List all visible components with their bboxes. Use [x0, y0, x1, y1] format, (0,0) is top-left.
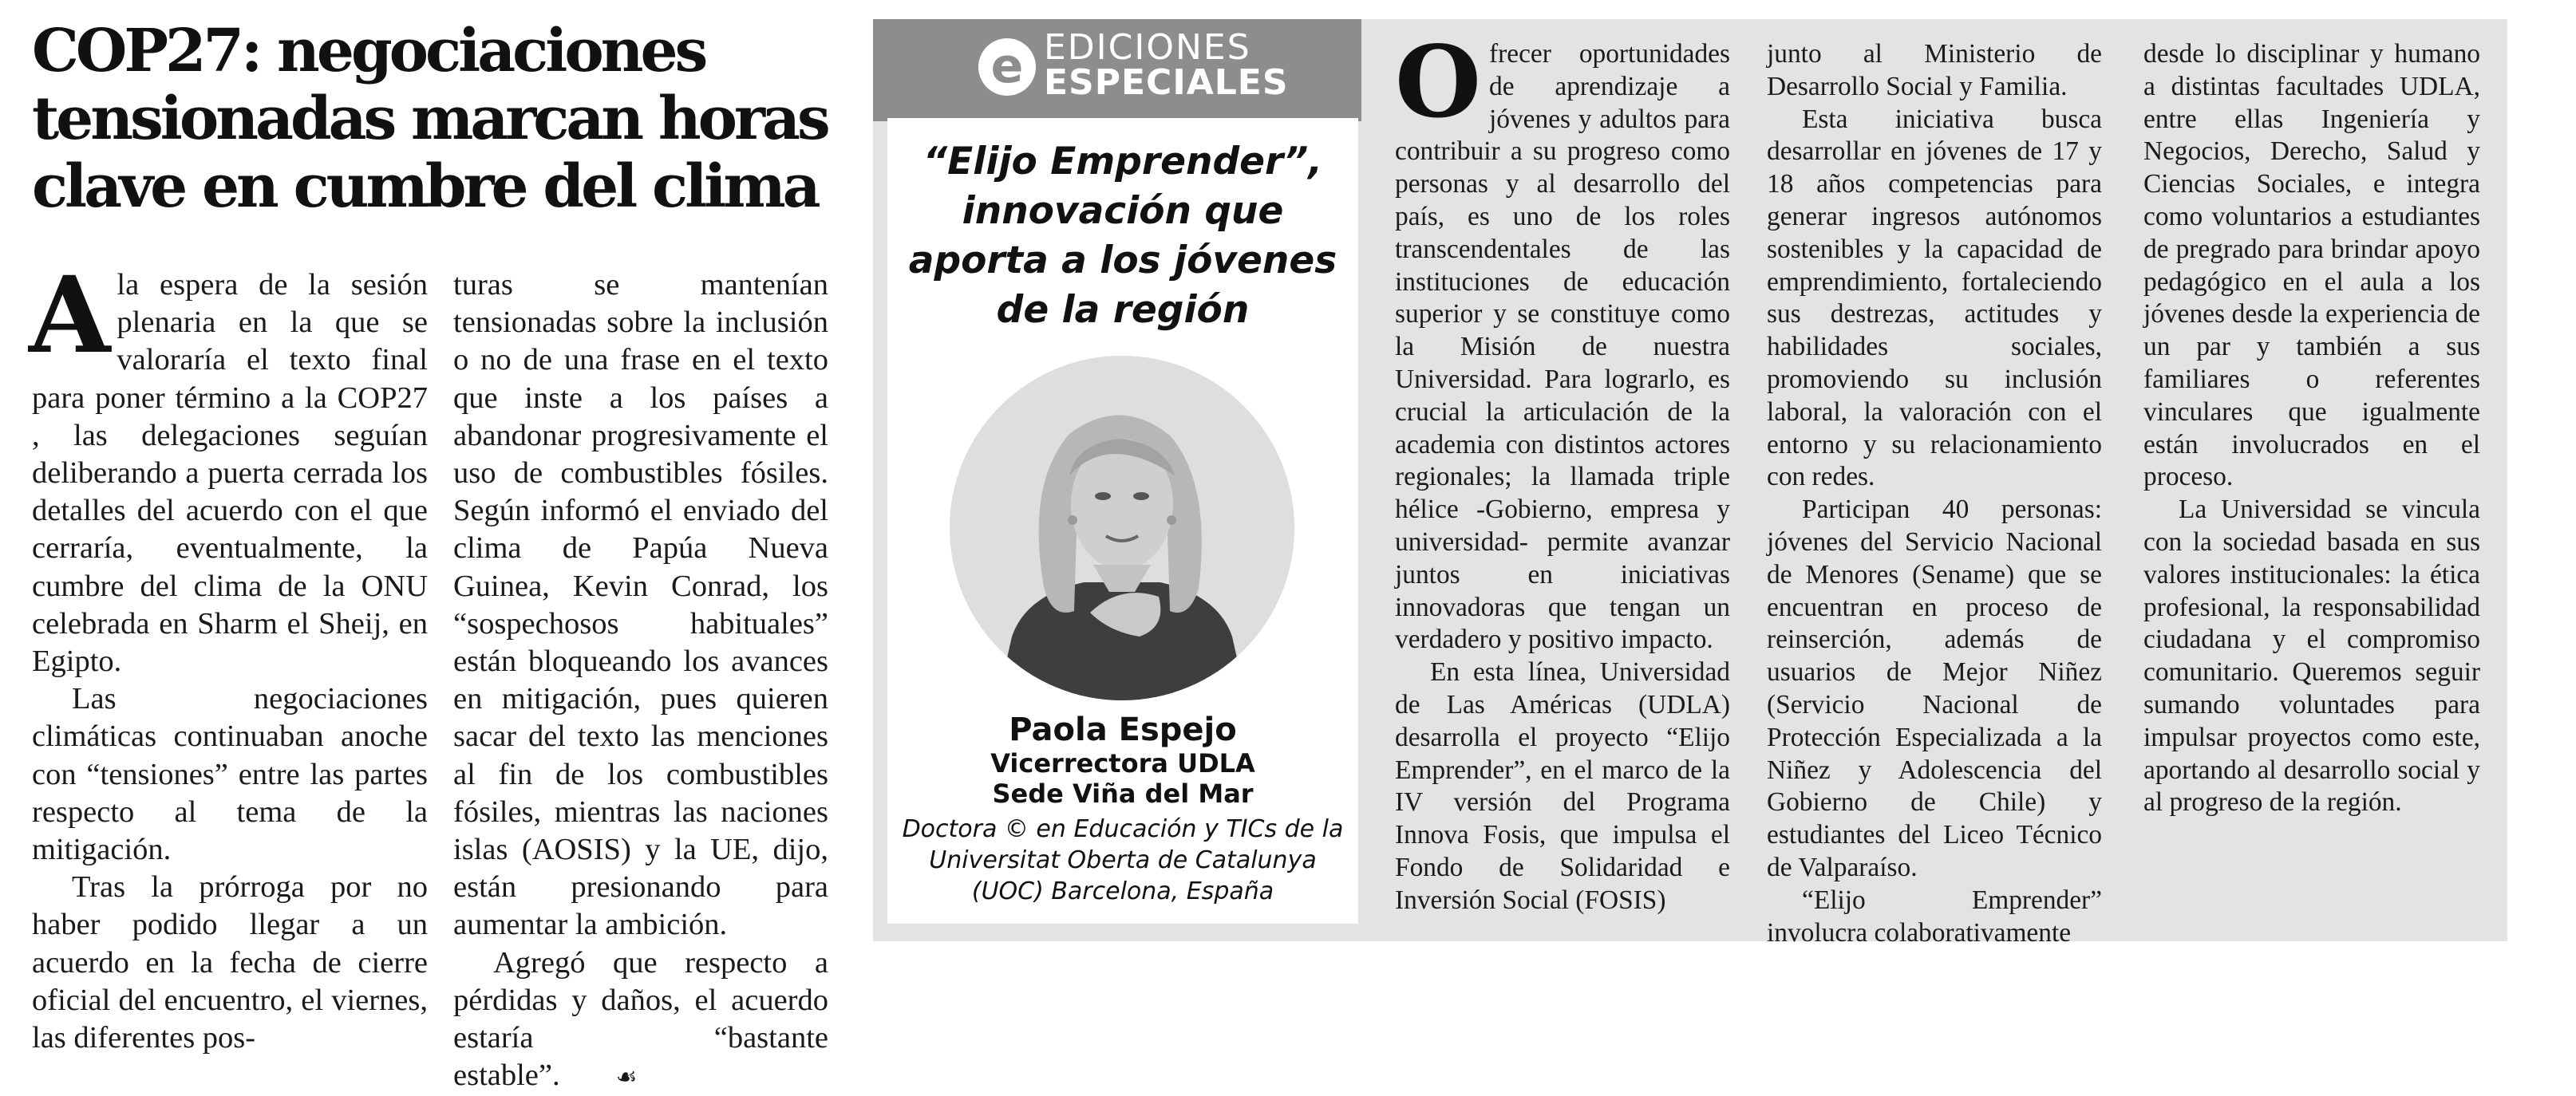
article-headline: COP27: negociaciones tensionadas marcan horas clave en cumbre del clima: [32, 17, 828, 221]
author-role: Vicerrectora UDLA Sede Viña del Mar: [990, 748, 1255, 809]
author-bio: Doctora © en Educación y TICs de la Universitat Oberta de Catalunya (UOC) Barcelona, España: [902, 815, 1344, 905]
article-paragraph: Ala espera de la sesión plenaria en la que se valoraría el texto final para poner término a la COP27 , las delegaciones seguían deliberando a puerta cerrada los detalles del acuerdo con el que cerraría, eventualmente, la cumbre del clima de la ONU celebrada en Sharm el Sheij, en Egipto.: [29, 254, 428, 679]
article-paragraph: desde lo disciplinar y humano a distintas facultades UDLA, entre ellas Ingeniería y Negocios, Derecho, Salud y Ciencias Sociales, e integra como voluntarios a estudiantes de pregrado para brindar apoyo pedagógico en el aula a los jóvenes desde la experiencia de un par y también a sus familiares o referentes vinculares que igualmente están involucrados en el proceso.: [2143, 39, 2480, 492]
author-photo: [950, 356, 1294, 700]
article-paragraph: junto al Ministerio de Desarrollo Social y Familia.: [1767, 39, 2102, 101]
article-paragraph: Esta iniciativa busca desarrollar en jóvenes de 17 y 18 años competencias para generar ingresos autónomos sostenibles y la capacidad de emprendimiento, fortaleciendo sus destrezas, actitudes y habilidades sociales, promoviendo su inclusión laboral, la valoración con el entorno y su relacionamiento con redes.: [1767, 104, 2102, 492]
ediciones-logo-icon: e: [978, 38, 1036, 96]
end-of-article-icon: ☙: [615, 1064, 638, 1091]
feature-column-2: [1767, 38, 2102, 949]
article-column-2: [453, 266, 828, 1096]
feature-column-3: [2143, 38, 2480, 819]
article-paragraph: Ofrecer oportunidades de aprendizaje a jóvenes y adultos para contribuir a su progreso como personas y al desarrollo del país, es uno de los roles transcendentales de las instituciones de educación superior y se constituye como la Misión de nuestra Universidad. Para lograrlo, es crucial la articulación de la academia con distintos actores regionales; la llamada triple hélice -Gobierno, empresa y universidad- permite avanzar juntos en iniciativas innovadoras que tengan un verdadero y positivo impacto.: [1395, 25, 1730, 655]
article-paragraph: En esta línea, Universidad de Las Américas (UDLA) desarrolla el proyecto “Elijo Emprender”, en el marco de la IV versión del Programa Innova Fosis, que impulsa el Fondo de Solidaridad e Inversión Social (FOSIS): [1395, 657, 1730, 915]
article-paragraph: La Universidad se vincula con la sociedad basada en sus valores institucionales: la ética profesional, la responsabilidad ciudadana y el compromiso comunitario. Queremos seguir sumando voluntades para impulsar proyectos como este, aportando al desarrollo social y al progreso de la región.: [2143, 495, 2480, 818]
section-badge-label: EDICIONES ESPECIALES: [1044, 27, 1289, 103]
drop-cap: O: [1395, 25, 1482, 140]
article-paragraph: Tras la prórroga por no haber podido llegar a un acuerdo en la fecha de cierre oficial del encuentro, el viernes, las diferentes pos-: [32, 870, 428, 1055]
author-name: Paola Espejo: [1009, 712, 1237, 748]
article-paragraph: Participan 40 personas: jóvenes del Servicio Nacional de Menores (Sename) que se encuentran en proceso de reinserción, además de usuarios de Mejor Niñez (Servicio Nacional de Protección Especializada a la Niñez y Adolescencia del Gobierno de Chile) y estudiantes del Liceo Técnico de Valparaíso.: [1767, 495, 2102, 882]
feature-title: “Elijo Emprender”, innovación que aporta a los jóvenes de la región: [908, 140, 1337, 332]
article-paragraph: turas se mantenían tensionadas sobre la inclusión o no de una frase en el texto que inste a los países a abandonar progresivamente el uso de combustibles fósiles. Según informó el enviado del clima de Papúa Nueva Guinea, Kevin Conrad, los “sospechosos habituales” están bloqueando los avances en mitigación, pues quieren sacar del texto las menciones al fin de los combustibles fósiles, mientras las naciones islas (AOSIS) y la UE, dijo, están presionando para aumentar la ambición.: [453, 268, 828, 942]
feature-column-1: [1395, 25, 1730, 917]
article-paragraph: Las negociaciones climáticas continuaban anoche con “tensiones” entre las partes respecto al tema de la mitigación.: [32, 682, 428, 867]
article-column-1: [29, 254, 428, 1057]
article-paragraph: Agregó que respecto a pérdidas y daños, el acuerdo estaría “bastante estable”. ☙: [453, 945, 828, 1093]
drop-cap: A: [29, 254, 111, 377]
article-paragraph: “Elijo Emprender” involucra colaborativamente: [1767, 885, 2102, 948]
